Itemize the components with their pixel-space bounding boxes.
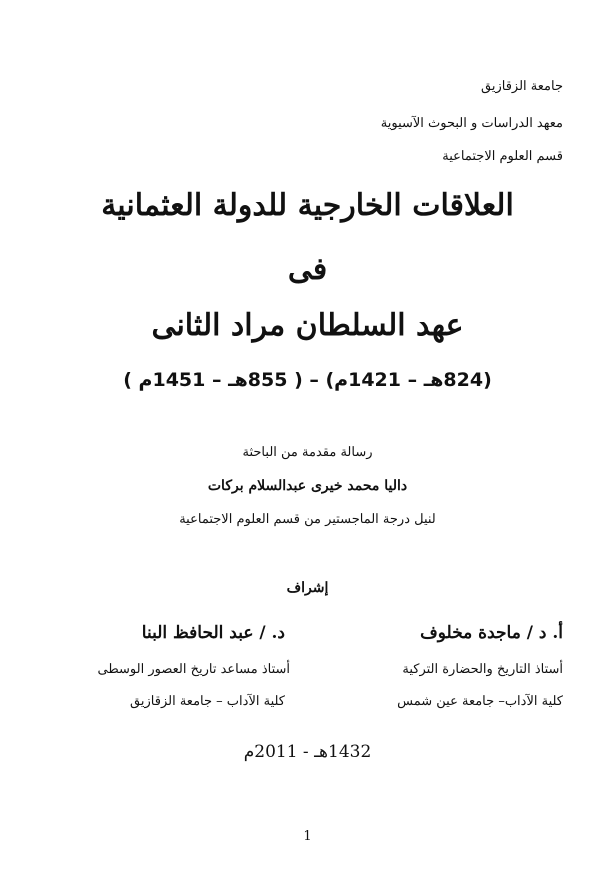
supervisor-1-title: أستاذ التاريخ والحضارة التركية: [402, 662, 563, 677]
degree-statement: لنيل درجة الماجستير من قسم العلوم الاجتماعية: [179, 512, 436, 527]
university-name: جامعة الزقازيق: [481, 79, 563, 94]
author-name: داليا محمد خيرى عبدالسلام بركات: [207, 478, 408, 494]
supervisor-2-name: د. / عبد الحافظ البنا: [141, 623, 285, 643]
supervisor-2-faculty: كلية الآداب – جامعة الزقازيق: [130, 694, 285, 709]
presented-by-label: رسالة مقدمة من الباحثة: [242, 445, 373, 460]
thesis-title-line-1: العلاقات الخارجية للدولة العثمانية: [101, 188, 514, 223]
thesis-title-line-3: عهد السلطان مراد الثانى: [151, 308, 464, 343]
thesis-title-line-2: فى: [287, 252, 328, 287]
thesis-date-range: (824هـ – 1421م) – ( 855هـ – 1451م ): [123, 369, 492, 391]
page-number: 1: [303, 829, 312, 844]
submission-year: 1432هـ - 2011م: [243, 742, 372, 762]
department-name: قسم العلوم الاجتماعية: [442, 149, 563, 164]
supervisor-2-title: أستاذ مساعد تاريخ العصور الوسطى: [97, 662, 290, 677]
supervisor-1-faculty: كلية الآداب– جامعة عين شمس: [397, 694, 563, 709]
supervision-heading: إشراف: [286, 580, 329, 596]
institute-name: معهد الدراسات و البحوث الآسيوية: [380, 116, 563, 131]
supervisor-1-name: أ. د / ماجدة مخلوف: [420, 623, 563, 643]
